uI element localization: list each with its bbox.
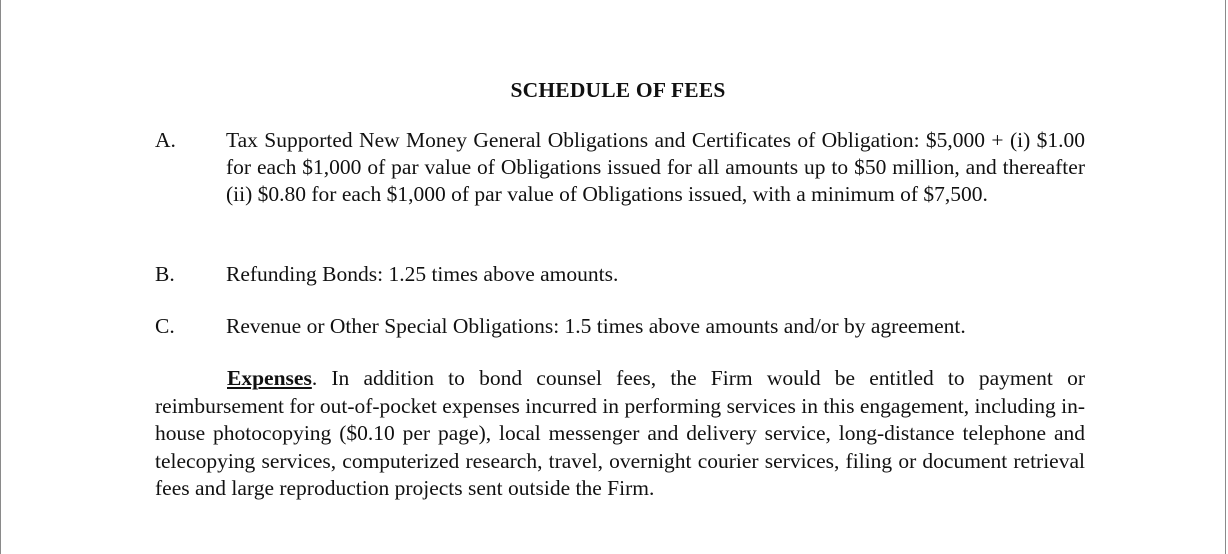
item-text: Tax Supported New Money General Obligations and Certificates of Obligation: $5,000 + (i) $1.00 for each $1,000 of par value of Obligations issued for all amounts up to $50 million, and thereafter (ii) $0.80 for each $1,000 of par value of Obligations issued, with a minimum of $7,500. xyxy=(226,128,1085,206)
page-title: SCHEDULE OF FEES xyxy=(510,78,726,102)
fee-item-a xyxy=(155,127,1085,208)
expenses-paragraph xyxy=(155,365,1085,503)
expenses-text: . In addition to bond counsel fees, the Firm would be entitled to payment or reimbursement for out-of-pocket expenses incurred in performing services in this engagement, including in-house photocopying ($0.10 per page), local messenger and delivery service, long-distance telephone and telecopying services, computerized research, travel, overnight courier services, filing or document retrieval fees and large reproduction projects sent outside the Firm. xyxy=(155,366,1085,500)
fee-item-b xyxy=(155,261,1085,288)
item-letter: A. xyxy=(155,128,176,152)
item-letter: B. xyxy=(155,262,175,286)
item-text: Revenue or Other Special Obligations: 1.5 times above amounts and/or by agreement. xyxy=(226,314,966,338)
item-text: Refunding Bonds: 1.25 times above amounts. xyxy=(226,262,619,286)
expenses-heading: Expenses xyxy=(227,366,312,390)
item-letter: C. xyxy=(155,314,175,338)
fee-item-c xyxy=(155,313,1085,340)
